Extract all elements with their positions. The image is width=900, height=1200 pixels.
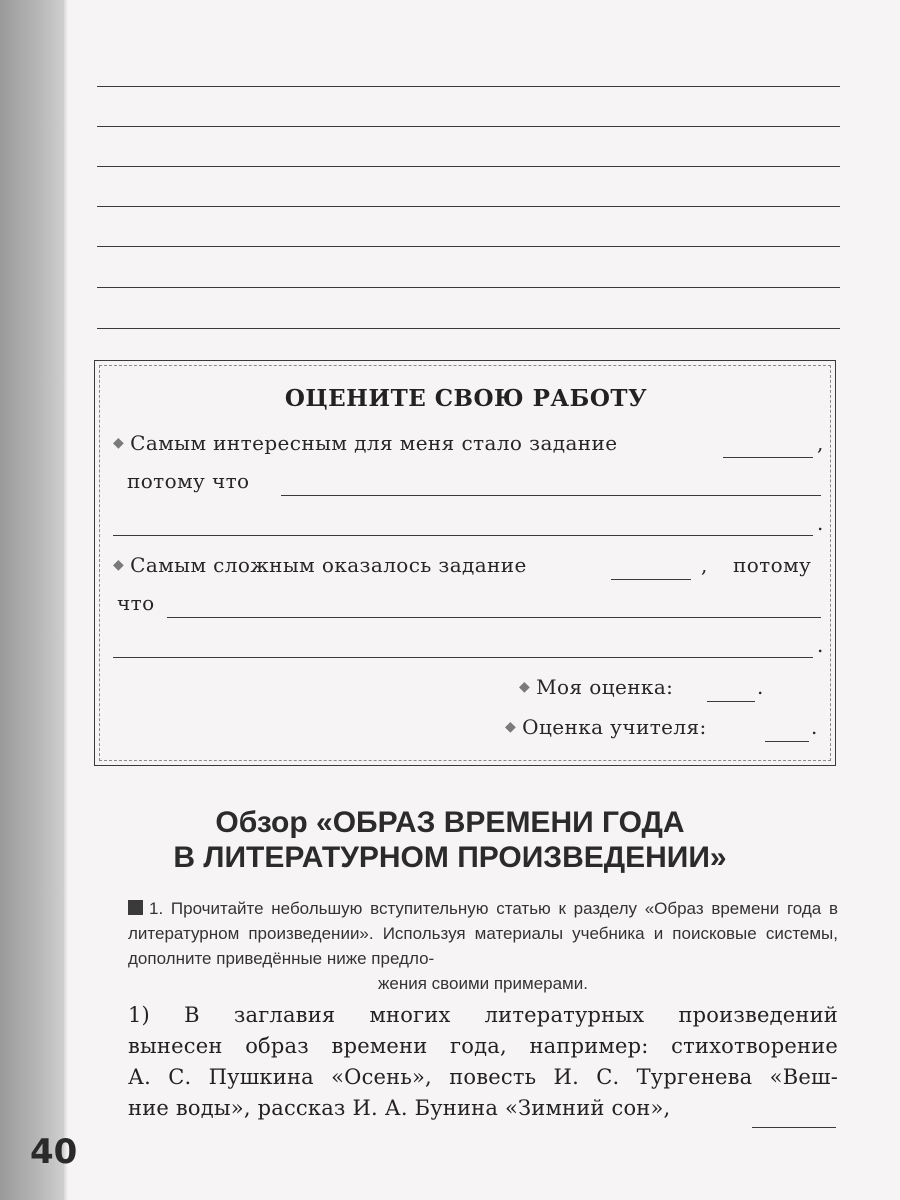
paragraph-line: А. С. Пушкина «Осень», повесть И. С. Тургенева «Веш-: [128, 1065, 838, 1089]
task-number: 1.: [149, 899, 164, 918]
answer-line[interactable]: [97, 328, 840, 329]
teacher-grade-blank[interactable]: [765, 741, 809, 742]
my-grade-label: Моя оценка:: [536, 675, 674, 699]
period: .: [817, 511, 824, 535]
bullet-icon: ◆: [519, 679, 531, 695]
hard-task-blank[interactable]: [611, 579, 691, 580]
answer-line[interactable]: [97, 246, 840, 247]
gutter-edge: [64, 0, 68, 1200]
page-gutter-shadow: [0, 0, 64, 1200]
paragraph-line: вынесен образ времени года, например: стихотворение: [128, 1034, 838, 1058]
item2-because: потому: [733, 553, 812, 577]
page-number: 40: [30, 1132, 78, 1172]
example-paragraph: [128, 1000, 838, 1124]
answer-line[interactable]: [97, 126, 840, 127]
period: .: [757, 675, 764, 699]
self-assessment-title: ОЦЕНИТЕ СВОЮ РАБОТУ: [284, 385, 648, 412]
bullet-icon: ◆: [505, 719, 517, 735]
because-label: потому что: [127, 469, 250, 493]
reason-blank-3[interactable]: [167, 617, 821, 618]
example-answer-blank[interactable]: [752, 1127, 836, 1128]
item2-text: Самым сложным оказалось задание: [130, 553, 527, 577]
answer-line[interactable]: [97, 166, 840, 167]
reason-blank-4[interactable]: [113, 657, 813, 658]
item1-text: Самым интересным для меня стало задание: [130, 431, 618, 455]
paragraph-line: ние воды», рассказ И. А. Бунина «Зимний сон»,: [128, 1096, 671, 1120]
interesting-task-blank[interactable]: [723, 457, 813, 458]
my-grade: [519, 675, 673, 699]
assessment-item-1: [113, 431, 618, 455]
task-square-icon: [128, 900, 143, 915]
my-grade-blank[interactable]: [707, 701, 755, 702]
bullet-icon: ◆: [113, 435, 125, 451]
reason-blank-1[interactable]: [281, 495, 821, 496]
section-title-line-2: В ЛИТЕРАТУРНОМ ПРОИЗВЕДЕНИИ»: [173, 841, 727, 874]
reason-blank-2[interactable]: [113, 535, 813, 536]
period: .: [811, 715, 818, 739]
item2-what: что: [117, 591, 155, 615]
assessment-item-2: [113, 553, 527, 577]
answer-line[interactable]: [97, 86, 840, 87]
task-text-last-line: жения своими примерами.: [378, 974, 588, 993]
section-title-line-1: Обзор «ОБРАЗ ВРЕМЕНИ ГОДА: [215, 806, 685, 839]
self-assessment-box: [94, 360, 836, 766]
paragraph-line: 1) В заглавия многих литературных произведений: [128, 1003, 838, 1027]
task-1: [128, 896, 838, 996]
period: .: [817, 633, 824, 657]
task-text: Прочитайте небольшую вступительную статью к разделу «Образ времени года в литературном произведении». Используя материалы учебника и поисковые системы, дополните приведённые ниже предло-: [128, 899, 838, 968]
answer-line[interactable]: [97, 206, 840, 207]
item1-comma: ,: [817, 431, 824, 455]
teacher-grade-label: Оценка учителя:: [522, 715, 707, 739]
bullet-icon: ◆: [113, 557, 125, 573]
teacher-grade: [505, 715, 707, 739]
item2-comma: ,: [701, 553, 708, 577]
answer-line[interactable]: [97, 287, 840, 288]
